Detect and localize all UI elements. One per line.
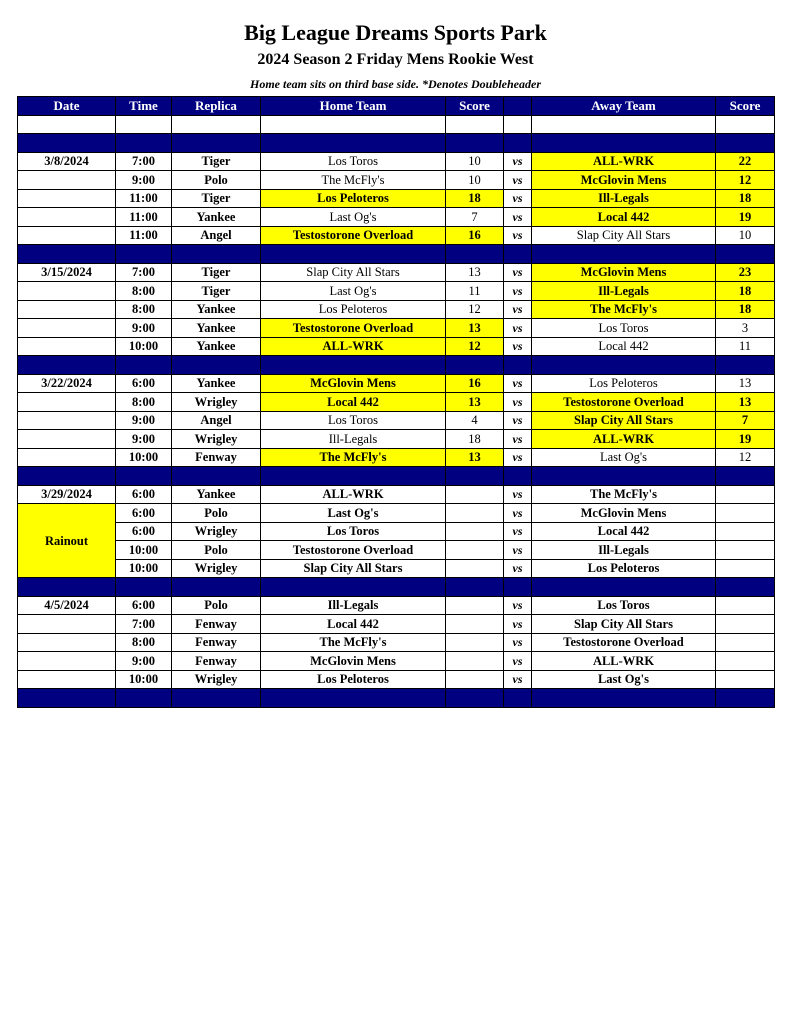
- away-team-cell: McGlovin Mens: [532, 504, 716, 523]
- away-team-cell: Los Toros: [532, 319, 716, 338]
- filler-cell: [504, 115, 532, 134]
- time-cell: 7:00: [116, 263, 172, 282]
- vs-cell: vs: [504, 171, 532, 190]
- table-row: [18, 319, 775, 338]
- table-row: [18, 485, 775, 504]
- vs-cell: vs: [504, 374, 532, 393]
- away-score-cell: 19: [716, 430, 775, 449]
- time-cell: 6:00: [116, 522, 172, 541]
- date-cell: [18, 670, 116, 689]
- away-score-cell: [716, 485, 775, 504]
- away-score-cell: 23: [716, 263, 775, 282]
- vs-cell: vs: [504, 282, 532, 301]
- time-cell: 7:00: [116, 152, 172, 171]
- col-header-away-score: Score: [716, 97, 775, 116]
- header-row: [18, 97, 775, 116]
- away-team-cell: Ill-Legals: [532, 189, 716, 208]
- filler-cell: [18, 689, 116, 708]
- home-score-cell: 4: [446, 411, 504, 430]
- page-subtitle: 2024 Season 2 Friday Mens Rookie West: [257, 51, 534, 68]
- away-score-cell: [716, 596, 775, 615]
- table-row: [18, 559, 775, 578]
- replica-cell: Wrigley: [172, 670, 261, 689]
- away-score-cell: [716, 670, 775, 689]
- away-score-cell: 22: [716, 152, 775, 171]
- filler-cell: [18, 467, 116, 486]
- replica-cell: Angel: [172, 226, 261, 245]
- table-row: [18, 430, 775, 449]
- table-row: [18, 596, 775, 615]
- blank-row: [18, 115, 775, 134]
- home-score-cell: [446, 541, 504, 560]
- col-header-away-team: Away Team: [532, 97, 716, 116]
- filler-cell: [172, 115, 261, 134]
- away-team-cell: Last Og's: [532, 448, 716, 467]
- table-row: [18, 633, 775, 652]
- time-cell: 8:00: [116, 633, 172, 652]
- filler-cell: [18, 245, 116, 264]
- time-cell: 10:00: [116, 448, 172, 467]
- status-cell: Rainout: [18, 504, 116, 578]
- col-header-home-team: Home Team: [261, 97, 446, 116]
- away-score-cell: [716, 615, 775, 634]
- table-row: [18, 411, 775, 430]
- filler-cell: [446, 578, 504, 597]
- home-team-cell: Los Toros: [261, 152, 446, 171]
- away-team-cell: The McFly's: [532, 300, 716, 319]
- away-score-cell: 7: [716, 411, 775, 430]
- table-row: [18, 226, 775, 245]
- separator-row: [18, 467, 775, 486]
- filler-cell: [116, 578, 172, 597]
- away-team-cell: ALL-WRK: [532, 152, 716, 171]
- table-row: [18, 393, 775, 412]
- time-cell: 10:00: [116, 559, 172, 578]
- date-cell: 4/5/2024: [18, 596, 116, 615]
- home-score-cell: 12: [446, 300, 504, 319]
- replica-cell: Yankee: [172, 208, 261, 227]
- filler-cell: [261, 578, 446, 597]
- table-row: [18, 263, 775, 282]
- home-score-cell: 13: [446, 448, 504, 467]
- date-cell: [18, 208, 116, 227]
- away-team-cell: Local 442: [532, 522, 716, 541]
- home-team-cell: Los Toros: [261, 522, 446, 541]
- date-cell: [18, 615, 116, 634]
- schedule-body: [18, 115, 775, 707]
- table-row: [18, 208, 775, 227]
- replica-cell: Wrigley: [172, 522, 261, 541]
- home-team-cell: Slap City All Stars: [261, 263, 446, 282]
- home-score-cell: [446, 615, 504, 634]
- vs-cell: vs: [504, 319, 532, 338]
- away-team-cell: Slap City All Stars: [532, 411, 716, 430]
- away-team-cell: Slap City All Stars: [532, 226, 716, 245]
- filler-cell: [446, 689, 504, 708]
- away-team-cell: McGlovin Mens: [532, 263, 716, 282]
- filler-cell: [532, 356, 716, 375]
- table-row: [18, 189, 775, 208]
- table-row: [18, 670, 775, 689]
- away-score-cell: 18: [716, 300, 775, 319]
- table-row: [18, 448, 775, 467]
- date-cell: [18, 633, 116, 652]
- home-team-cell: Testostorone Overload: [261, 226, 446, 245]
- replica-cell: Fenway: [172, 448, 261, 467]
- home-team-cell: Slap City All Stars: [261, 559, 446, 578]
- home-score-cell: 13: [446, 319, 504, 338]
- replica-cell: Yankee: [172, 300, 261, 319]
- replica-cell: Tiger: [172, 263, 261, 282]
- filler-cell: [532, 134, 716, 153]
- home-score-cell: 7: [446, 208, 504, 227]
- away-score-cell: 18: [716, 189, 775, 208]
- away-score-cell: 19: [716, 208, 775, 227]
- vs-cell: vs: [504, 596, 532, 615]
- home-team-cell: Local 442: [261, 615, 446, 634]
- home-score-cell: 13: [446, 263, 504, 282]
- filler-cell: [716, 134, 775, 153]
- time-cell: 8:00: [116, 300, 172, 319]
- home-team-cell: McGlovin Mens: [261, 374, 446, 393]
- filler-cell: [116, 356, 172, 375]
- away-score-cell: 10: [716, 226, 775, 245]
- date-cell: [18, 411, 116, 430]
- date-cell: [18, 448, 116, 467]
- replica-cell: Yankee: [172, 337, 261, 356]
- vs-cell: vs: [504, 337, 532, 356]
- away-score-cell: 3: [716, 319, 775, 338]
- filler-cell: [716, 115, 775, 134]
- vs-cell: vs: [504, 208, 532, 227]
- vs-cell: vs: [504, 615, 532, 634]
- home-team-cell: The McFly's: [261, 448, 446, 467]
- home-score-cell: [446, 633, 504, 652]
- away-team-cell: Los Toros: [532, 596, 716, 615]
- home-score-cell: 16: [446, 374, 504, 393]
- filler-cell: [116, 115, 172, 134]
- col-header-home-score: Score: [446, 97, 504, 116]
- time-cell: 8:00: [116, 282, 172, 301]
- time-cell: 6:00: [116, 485, 172, 504]
- home-score-cell: 16: [446, 226, 504, 245]
- separator-row: [18, 356, 775, 375]
- home-score-cell: 11: [446, 282, 504, 301]
- time-cell: 7:00: [116, 615, 172, 634]
- replica-cell: Wrigley: [172, 393, 261, 412]
- away-score-cell: [716, 559, 775, 578]
- home-score-cell: [446, 485, 504, 504]
- filler-cell: [532, 578, 716, 597]
- filler-cell: [172, 356, 261, 375]
- replica-cell: Yankee: [172, 485, 261, 504]
- filler-cell: [532, 467, 716, 486]
- home-team-cell: Last Og's: [261, 208, 446, 227]
- filler-cell: [716, 467, 775, 486]
- filler-cell: [172, 578, 261, 597]
- home-team-cell: Testostorone Overload: [261, 541, 446, 560]
- home-score-cell: 10: [446, 171, 504, 190]
- away-team-cell: Ill-Legals: [532, 541, 716, 560]
- date-cell: [18, 226, 116, 245]
- away-team-cell: Los Peloteros: [532, 374, 716, 393]
- time-cell: 10:00: [116, 337, 172, 356]
- home-team-cell: Local 442: [261, 393, 446, 412]
- vs-cell: vs: [504, 652, 532, 671]
- vs-cell: vs: [504, 633, 532, 652]
- away-team-cell: Testostorone Overload: [532, 633, 716, 652]
- time-cell: 11:00: [116, 189, 172, 208]
- filler-cell: [116, 134, 172, 153]
- vs-cell: vs: [504, 411, 532, 430]
- separator-row: [18, 134, 775, 153]
- home-team-cell: Last Og's: [261, 282, 446, 301]
- home-team-cell: The McFly's: [261, 171, 446, 190]
- home-score-cell: [446, 596, 504, 615]
- time-cell: 9:00: [116, 319, 172, 338]
- filler-cell: [172, 134, 261, 153]
- date-cell: [18, 393, 116, 412]
- away-score-cell: [716, 522, 775, 541]
- replica-cell: Fenway: [172, 615, 261, 634]
- time-cell: 9:00: [116, 171, 172, 190]
- vs-cell: vs: [504, 504, 532, 523]
- table-row: [18, 522, 775, 541]
- away-team-cell: Slap City All Stars: [532, 615, 716, 634]
- replica-cell: Yankee: [172, 374, 261, 393]
- time-cell: 9:00: [116, 411, 172, 430]
- table-row: [18, 541, 775, 560]
- home-team-cell: Los Toros: [261, 411, 446, 430]
- time-cell: 10:00: [116, 541, 172, 560]
- home-score-cell: [446, 559, 504, 578]
- vs-cell: vs: [504, 152, 532, 171]
- home-score-cell: [446, 670, 504, 689]
- table-row: [18, 171, 775, 190]
- filler-cell: [504, 134, 532, 153]
- vs-cell: vs: [504, 226, 532, 245]
- home-team-cell: The McFly's: [261, 633, 446, 652]
- away-score-cell: 12: [716, 448, 775, 467]
- filler-cell: [18, 115, 116, 134]
- filler-cell: [18, 578, 116, 597]
- time-cell: 10:00: [116, 670, 172, 689]
- away-score-cell: 11: [716, 337, 775, 356]
- filler-cell: [504, 356, 532, 375]
- col-header-replica: Replica: [172, 97, 261, 116]
- replica-cell: Yankee: [172, 319, 261, 338]
- away-team-cell: Last Og's: [532, 670, 716, 689]
- filler-cell: [261, 245, 446, 264]
- away-score-cell: [716, 633, 775, 652]
- away-team-cell: Local 442: [532, 337, 716, 356]
- table-row: [18, 300, 775, 319]
- away-score-cell: [716, 504, 775, 523]
- replica-cell: Tiger: [172, 152, 261, 171]
- time-cell: 9:00: [116, 652, 172, 671]
- home-team-cell: ALL-WRK: [261, 485, 446, 504]
- vs-cell: vs: [504, 670, 532, 689]
- schedule-table: [17, 96, 775, 708]
- time-cell: 6:00: [116, 596, 172, 615]
- home-team-cell: ALL-WRK: [261, 337, 446, 356]
- home-team-cell: Los Peloteros: [261, 300, 446, 319]
- home-team-cell: Los Peloteros: [261, 189, 446, 208]
- away-team-cell: Los Peloteros: [532, 559, 716, 578]
- time-cell: 6:00: [116, 374, 172, 393]
- col-header-time: Time: [116, 97, 172, 116]
- away-team-cell: McGlovin Mens: [532, 171, 716, 190]
- table-row: [18, 282, 775, 301]
- filler-cell: [446, 467, 504, 486]
- away-team-cell: Ill-Legals: [532, 282, 716, 301]
- filler-cell: [716, 356, 775, 375]
- filler-cell: [504, 467, 532, 486]
- vs-cell: vs: [504, 485, 532, 504]
- filler-cell: [532, 689, 716, 708]
- time-cell: 9:00: [116, 430, 172, 449]
- home-team-cell: Testostorone Overload: [261, 319, 446, 338]
- filler-cell: [504, 245, 532, 264]
- table-row: [18, 615, 775, 634]
- separator-row: [18, 245, 775, 264]
- vs-cell: vs: [504, 393, 532, 412]
- home-team-cell: Last Og's: [261, 504, 446, 523]
- table-row: [18, 504, 775, 523]
- table-row: [18, 374, 775, 393]
- vs-cell: vs: [504, 300, 532, 319]
- away-score-cell: 12: [716, 171, 775, 190]
- away-team-cell: ALL-WRK: [532, 430, 716, 449]
- home-score-cell: [446, 522, 504, 541]
- replica-cell: Polo: [172, 541, 261, 560]
- vs-cell: vs: [504, 522, 532, 541]
- filler-cell: [532, 245, 716, 264]
- filler-cell: [261, 356, 446, 375]
- filler-cell: [18, 134, 116, 153]
- date-cell: [18, 189, 116, 208]
- date-cell: [18, 282, 116, 301]
- home-score-cell: 12: [446, 337, 504, 356]
- filler-cell: [261, 115, 446, 134]
- date-cell: 3/15/2024: [18, 263, 116, 282]
- date-cell: [18, 652, 116, 671]
- time-cell: 8:00: [116, 393, 172, 412]
- date-cell: 3/29/2024: [18, 485, 116, 504]
- date-cell: 3/22/2024: [18, 374, 116, 393]
- filler-cell: [446, 134, 504, 153]
- replica-cell: Wrigley: [172, 559, 261, 578]
- filler-cell: [172, 689, 261, 708]
- replica-cell: Polo: [172, 596, 261, 615]
- away-team-cell: The McFly's: [532, 485, 716, 504]
- table-row: [18, 337, 775, 356]
- away-score-cell: 13: [716, 393, 775, 412]
- col-header-vs: [504, 97, 532, 116]
- replica-cell: Polo: [172, 171, 261, 190]
- vs-cell: vs: [504, 559, 532, 578]
- vs-cell: vs: [504, 448, 532, 467]
- home-team-cell: Ill-Legals: [261, 596, 446, 615]
- home-score-cell: 18: [446, 430, 504, 449]
- home-team-cell: Ill-Legals: [261, 430, 446, 449]
- away-score-cell: [716, 652, 775, 671]
- separator-row: [18, 578, 775, 597]
- filler-cell: [116, 245, 172, 264]
- vs-cell: vs: [504, 189, 532, 208]
- page-title: Big League Dreams Sports Park: [244, 20, 547, 45]
- time-cell: 11:00: [116, 208, 172, 227]
- home-score-cell: 18: [446, 189, 504, 208]
- home-score-cell: [446, 652, 504, 671]
- date-cell: [18, 319, 116, 338]
- date-cell: [18, 430, 116, 449]
- col-header-date: Date: [18, 97, 116, 116]
- filler-cell: [716, 689, 775, 708]
- home-team-note: Home team sits on third base side. *Denotes Doubleheader: [250, 77, 541, 91]
- vs-cell: vs: [504, 263, 532, 282]
- filler-cell: [261, 134, 446, 153]
- home-team-cell: McGlovin Mens: [261, 652, 446, 671]
- replica-cell: Wrigley: [172, 430, 261, 449]
- home-score-cell: 13: [446, 393, 504, 412]
- date-cell: [18, 337, 116, 356]
- filler-cell: [261, 689, 446, 708]
- filler-cell: [504, 689, 532, 708]
- table-row: [18, 652, 775, 671]
- away-team-cell: Testostorone Overload: [532, 393, 716, 412]
- date-cell: [18, 171, 116, 190]
- home-score-cell: 10: [446, 152, 504, 171]
- filler-cell: [116, 689, 172, 708]
- replica-cell: Fenway: [172, 633, 261, 652]
- filler-cell: [446, 245, 504, 264]
- separator-row: [18, 689, 775, 708]
- filler-cell: [446, 115, 504, 134]
- away-score-cell: 18: [716, 282, 775, 301]
- time-cell: 11:00: [116, 226, 172, 245]
- home-score-cell: [446, 504, 504, 523]
- replica-cell: Tiger: [172, 282, 261, 301]
- replica-cell: Tiger: [172, 189, 261, 208]
- away-score-cell: 13: [716, 374, 775, 393]
- home-team-cell: Los Peloteros: [261, 670, 446, 689]
- away-team-cell: Local 442: [532, 208, 716, 227]
- away-team-cell: ALL-WRK: [532, 652, 716, 671]
- filler-cell: [716, 578, 775, 597]
- table-row: [18, 152, 775, 171]
- time-cell: 6:00: [116, 504, 172, 523]
- date-cell: [18, 300, 116, 319]
- replica-cell: Polo: [172, 504, 261, 523]
- date-cell: 3/8/2024: [18, 152, 116, 171]
- replica-cell: Fenway: [172, 652, 261, 671]
- filler-cell: [716, 245, 775, 264]
- vs-cell: vs: [504, 430, 532, 449]
- filler-cell: [446, 356, 504, 375]
- filler-cell: [504, 578, 532, 597]
- filler-cell: [172, 245, 261, 264]
- filler-cell: [18, 356, 116, 375]
- filler-cell: [261, 467, 446, 486]
- filler-cell: [116, 467, 172, 486]
- away-score-cell: [716, 541, 775, 560]
- filler-cell: [172, 467, 261, 486]
- replica-cell: Angel: [172, 411, 261, 430]
- vs-cell: vs: [504, 541, 532, 560]
- filler-cell: [532, 115, 716, 134]
